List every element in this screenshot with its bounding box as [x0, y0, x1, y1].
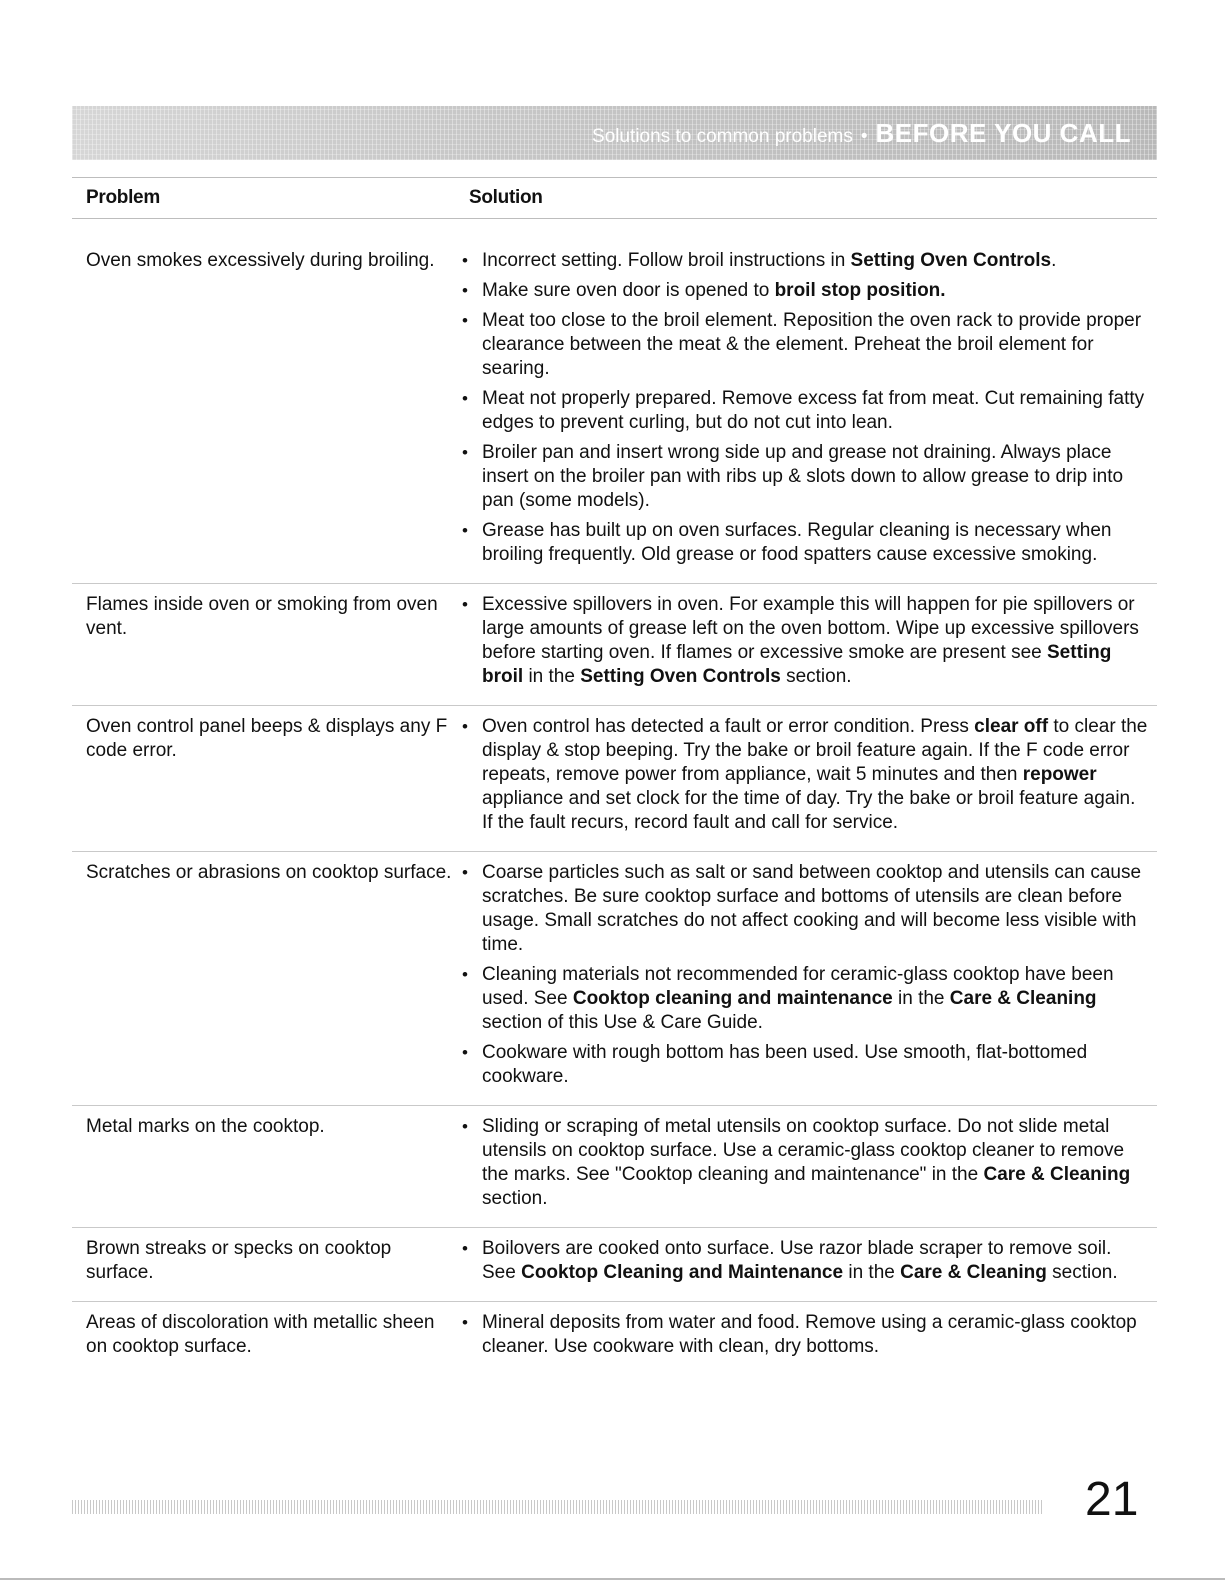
solution-text: in the	[523, 666, 581, 687]
solution-text: in the	[843, 1262, 901, 1283]
banner-subtitle: Solutions to common problems	[592, 126, 853, 147]
solution-text: to clear the display & stop beeping. Try the bake or broil feature again. If the F code error repeats, remove power from appliance, wait 5 minutes and then	[482, 716, 1148, 785]
page-number: 21	[1085, 1473, 1139, 1526]
solution-text: Meat not properly prepared. Remove excess fat from meat. Cut remaining fatty edges to prevent curling, but do not cut into lean.	[482, 388, 1145, 433]
problem-column-header: Problem	[86, 187, 160, 208]
solution-list	[452, 709, 1150, 841]
solution-text: Meat too close to the broil element. Reposition the oven rack to provide proper clearance between the meat & the element. Preheat the broil element for searing.	[482, 310, 1142, 379]
solution-item	[460, 593, 1150, 689]
solution-item	[460, 1311, 1150, 1359]
solution-list	[452, 1305, 1150, 1365]
solution-text: section.	[1046, 1262, 1118, 1283]
table-row	[72, 240, 1157, 584]
bottom-rule	[0, 1578, 1225, 1580]
problem-cell: Brown streaks or specks on cooktop surface.	[86, 1238, 392, 1283]
solution-text: .	[1051, 250, 1057, 271]
solution-text: Grease has built up on oven surfaces. Regular cleaning is necessary when broiling frequently. Old grease or food spatters cause excessive smoking.	[482, 520, 1112, 565]
table-row	[72, 1106, 1157, 1228]
solution-emphasis: clear off	[974, 716, 1049, 737]
solution-item	[460, 1115, 1150, 1211]
solution-text: Sliding or scraping of metal utensils on cooktop surface. Do not slide metal utensils on cooktop surface. Use a ceramic-glass cooktop cleaner to remove the marks. See "Cooktop cleaning and maintenance" in the	[482, 1116, 1125, 1185]
table-header	[72, 177, 1157, 219]
solution-emphasis: Care & Cleaning	[949, 988, 1097, 1009]
solution-text: Excessive spillovers in oven. For example this will happen for pie spillovers or large amounts of grease left on the oven bottom. Wipe up excessive spillovers before starting oven. If flames or excessive smoke are present see	[482, 594, 1139, 663]
problem-cell: Areas of discoloration with metallic sheen on cooktop surface.	[86, 1312, 435, 1357]
solution-item	[460, 309, 1150, 381]
solution-text: Oven control has detected a fault or error condition. Press	[482, 716, 975, 737]
solution-item	[460, 1041, 1150, 1089]
solution-item	[460, 1237, 1150, 1285]
solution-emphasis: broil stop position.	[774, 280, 946, 301]
solution-text: Cookware with rough bottom has been used. Use smooth, flat-bottomed cookware.	[482, 1042, 1088, 1087]
solution-list	[452, 243, 1150, 573]
problem-cell: Flames inside oven or smoking from oven vent.	[86, 594, 438, 639]
solution-emphasis: Cooktop Cleaning and Maintenance	[521, 1262, 844, 1283]
section-banner	[72, 106, 1157, 160]
solution-list	[452, 1109, 1150, 1217]
solution-text: Coarse particles such as salt or sand between cooktop and utensils can cause scratches. Be sure cooktop surface and bottoms of utensils are clean before usage. Small scratches do not affect cooking and will become less visible with time.	[482, 862, 1142, 955]
solution-emphasis: Cooktop cleaning and maintenance	[572, 988, 893, 1009]
solution-emphasis: Setting Oven Controls	[850, 250, 1052, 271]
solution-text: Broiler pan and insert wrong side up and grease not draining. Always place insert on the broiler pan with ribs up & slots down to allow grease to drip into pan (some models).	[482, 442, 1124, 511]
table-row	[72, 1302, 1157, 1375]
problem-cell: Scratches or abrasions on cooktop surface.	[86, 862, 452, 883]
table-row	[72, 1228, 1157, 1302]
solution-item	[460, 519, 1150, 567]
solution-emphasis: Setting broil	[482, 642, 1112, 687]
solution-item	[460, 249, 1150, 273]
solution-item	[460, 387, 1150, 435]
problem-cell: Oven smokes excessively during broiling.	[86, 250, 435, 271]
solution-emphasis: Care & Cleaning	[983, 1164, 1131, 1185]
solution-emphasis: repower	[1022, 764, 1097, 785]
problem-cell: Metal marks on the cooktop.	[86, 1116, 325, 1137]
solution-emphasis: Care & Cleaning	[900, 1262, 1047, 1283]
banner-title: BEFORE YOU CALL	[875, 118, 1131, 148]
solution-text: Incorrect setting. Follow broil instructions in	[482, 250, 851, 271]
solution-text: in the	[892, 988, 950, 1009]
solution-item	[460, 715, 1150, 835]
solution-emphasis: Setting Oven Controls	[580, 666, 781, 687]
footer-dotted-rule	[72, 1500, 1042, 1514]
solution-item	[460, 963, 1150, 1035]
solution-item	[460, 279, 1150, 303]
table-row	[72, 852, 1157, 1106]
solution-list	[452, 1231, 1150, 1291]
troubleshooting-table	[72, 240, 1157, 1375]
solution-text: section.	[482, 1188, 548, 1209]
table-row	[72, 706, 1157, 852]
solution-item	[460, 441, 1150, 513]
banner-text	[592, 118, 1131, 149]
solution-text: Mineral deposits from water and food. Remove using a ceramic-glass cooktop cleaner. Use cookware with clean, dry bottoms.	[482, 1312, 1137, 1357]
solution-item	[460, 861, 1150, 957]
table-row	[72, 584, 1157, 706]
solution-text: appliance and set clock for the time of day. Try the bake or broil feature again. If the fault recurs, record fault and call for service.	[482, 788, 1136, 833]
solution-list	[452, 855, 1150, 1095]
problem-cell: Oven control panel beeps & displays any F code error.	[86, 716, 448, 761]
solution-text: section of this Use & Care Guide.	[482, 1012, 763, 1033]
banner-separator: •	[860, 126, 868, 147]
solution-column-header: Solution	[469, 187, 543, 208]
solution-text: Cleaning materials not recommended for ceramic-glass cooktop have been used. See	[482, 964, 1114, 1009]
solution-text: section.	[780, 666, 852, 687]
solution-list	[452, 587, 1150, 695]
solution-text: Make sure oven door is opened to	[482, 280, 775, 301]
solution-text: Boilovers are cooked onto surface. Use razor blade scraper to remove soil. See	[482, 1238, 1112, 1283]
